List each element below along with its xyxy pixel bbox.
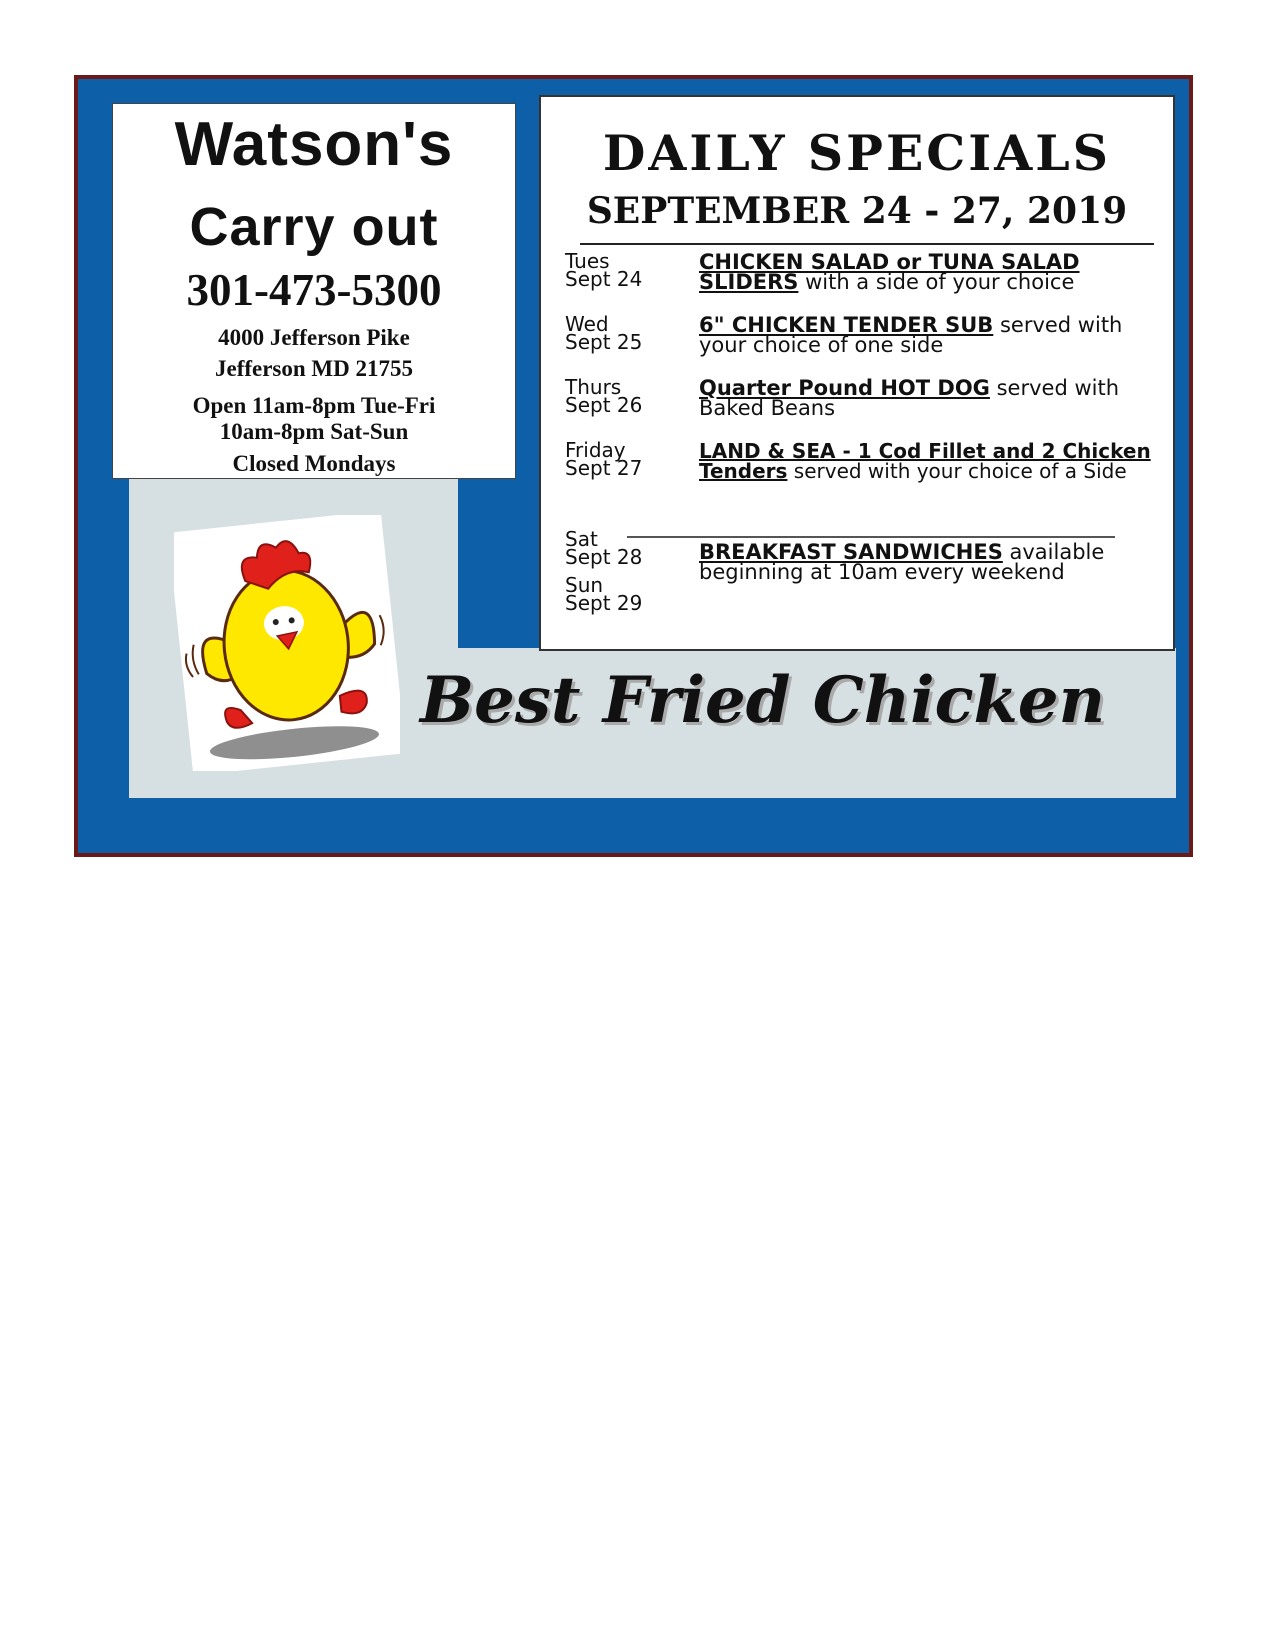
hours-line3: Closed Mondays (232, 451, 396, 476)
special-description (699, 542, 1155, 582)
store-name-line2: Carry out (189, 197, 439, 257)
special-description (699, 378, 1155, 418)
special-item-detail: available beginning at 10am every weekend (699, 540, 1105, 584)
slogan: Best Fried Chicken (420, 663, 1106, 738)
hours-line2: 10am-8pm Sat-Sun (219, 419, 409, 444)
special-item-detail: with a side of your choice (798, 270, 1075, 294)
special-item-name: BREAKFAST SANDWICHES (699, 540, 1003, 564)
address-line1: 4000 Jefferson Pike (218, 325, 410, 350)
special-item-name: LAND & SEA - 1 Cod Fillet and 2 Chicken (699, 439, 1151, 463)
specials-date-range: SEPTEMBER 24 - 27, 2019 (586, 190, 1128, 232)
special-day (565, 312, 677, 354)
date-label: Sept 27 (565, 456, 643, 480)
special-day (565, 527, 677, 615)
special-item-detail: served with Baked Beans (699, 376, 1120, 420)
special-item-detail: served with your choice of one side (699, 313, 1123, 357)
divider (580, 243, 1154, 245)
day-label: Tues (565, 249, 610, 273)
special-day (565, 249, 677, 291)
special-description (699, 252, 1155, 292)
special-item-name-cont: SLIDERS (699, 270, 799, 294)
date-label: Sept 26 (565, 393, 643, 417)
store-info-box (112, 103, 516, 479)
special-item-name-cont: Tenders (699, 459, 788, 483)
special-item-detail: served with your choice of a Side (787, 459, 1127, 483)
date-label: Sept 25 (565, 330, 643, 354)
specials-title: DAILY SPECIALS (602, 124, 1112, 182)
address-line2: Jefferson MD 21755 (214, 356, 413, 381)
day-label: Thurs (565, 375, 622, 399)
flyer-frame (74, 75, 1193, 857)
special-description (699, 441, 1155, 481)
divider (627, 536, 1115, 538)
special-item-name: 6" CHICKEN TENDER SUB (699, 313, 994, 337)
store-phone: 301-473-5300 (186, 265, 442, 315)
date-label: Sept 28 (565, 545, 643, 569)
special-day (565, 375, 677, 417)
special-day (565, 438, 677, 480)
day-label: Wed (565, 312, 609, 336)
special-description (699, 315, 1155, 355)
chicken-illustration (174, 515, 400, 771)
daily-specials-box (539, 95, 1175, 651)
special-item-name: Quarter Pound HOT DOG (699, 376, 990, 400)
date-label: Sept 29 (565, 591, 643, 615)
day-label: Friday (565, 438, 626, 462)
special-item-name: CHICKEN SALAD or TUNA SALAD (699, 250, 1080, 274)
day-label: Sun (565, 573, 604, 597)
date-label: Sept 24 (565, 267, 643, 291)
store-name-line1: Watson's (174, 110, 454, 179)
hours-line1: Open 11am-8pm Tue-Fri (192, 393, 436, 418)
day-label: Sat (565, 527, 598, 551)
chicken-icon (174, 515, 400, 771)
